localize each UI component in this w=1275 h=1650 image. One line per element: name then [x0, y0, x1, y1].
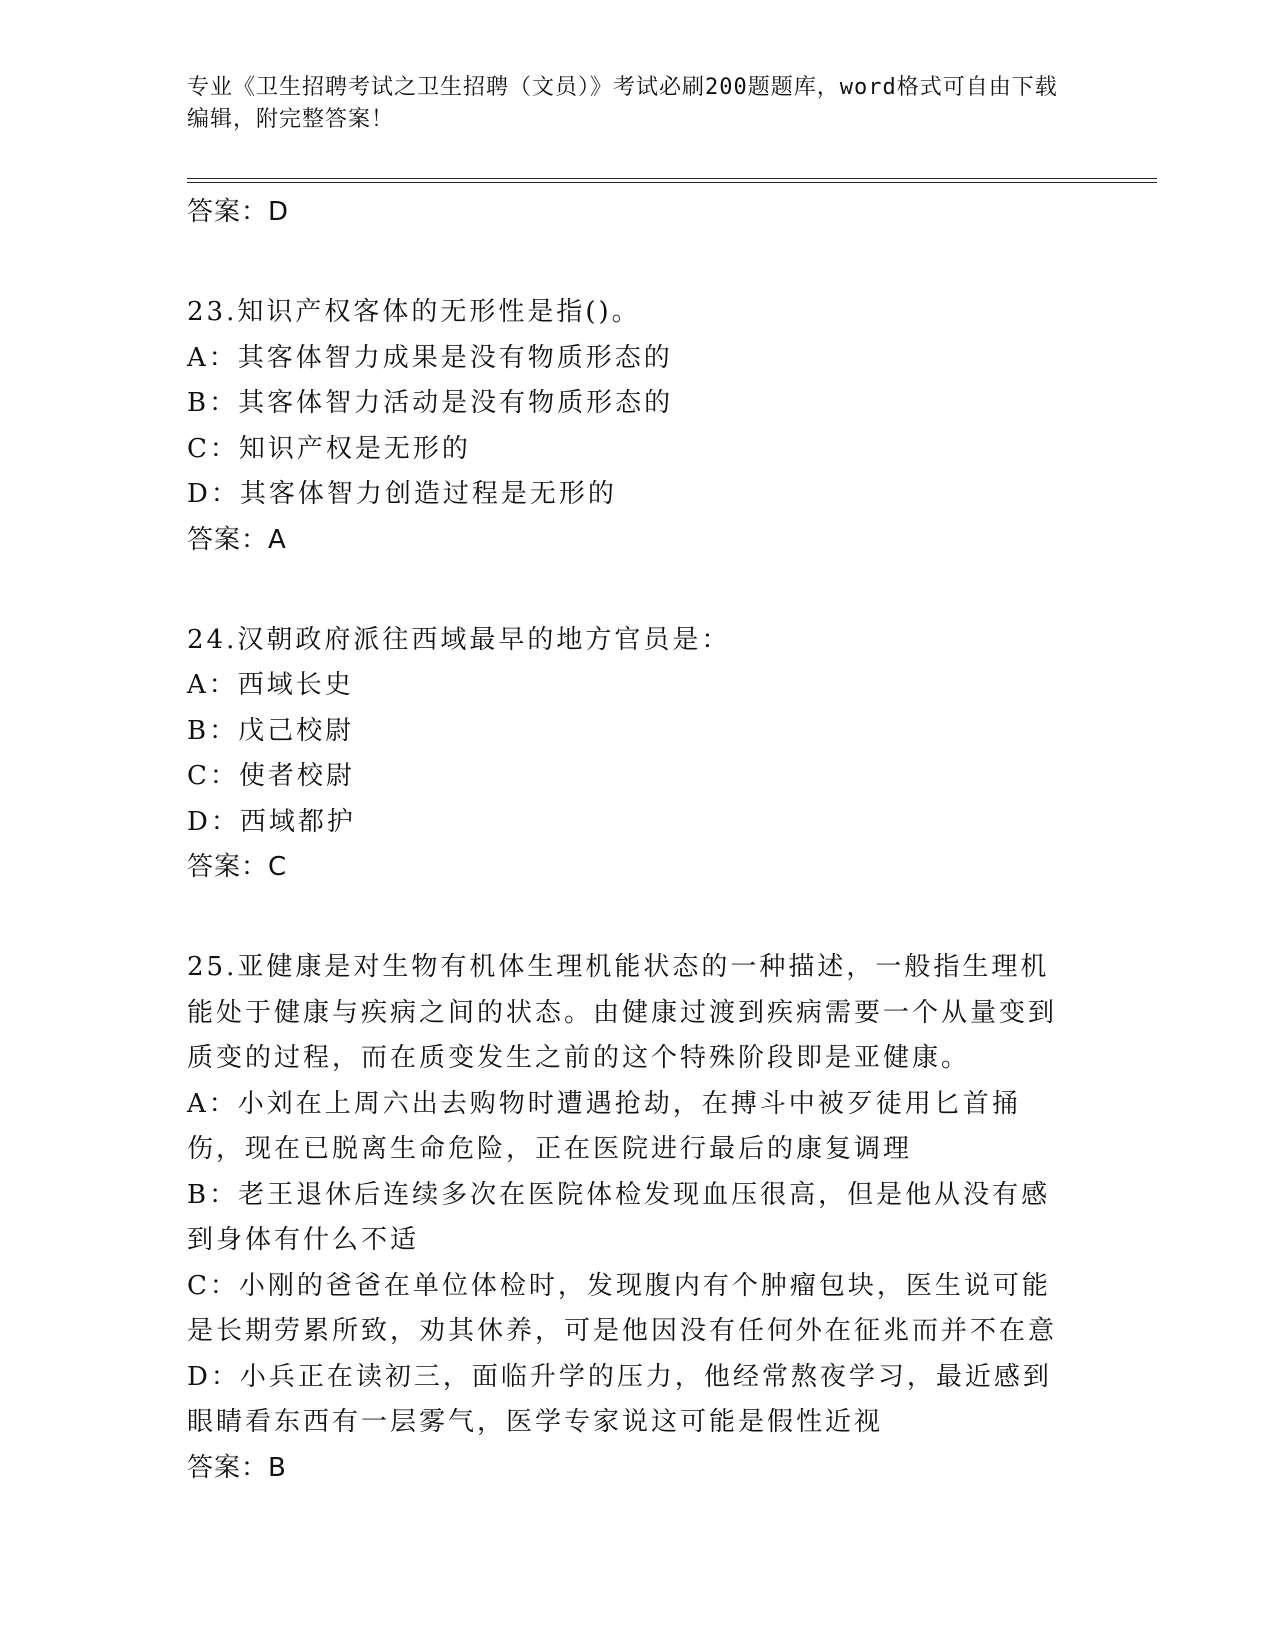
- question-stem: 25.亚健康是对生物有机体生理机能状态的一种描述，一般指生理机能处于健康与疾病之间的状态。由健康过渡到疾病需要一个从量变到质变的过程，而在质变发生之前的这个特殊阶段即是亚健康。: [187, 952, 1058, 1073]
- document-header: 专业《卫生招聘考试之卫生招聘（文员）》考试必刷200题题库，word格式可自由下载编辑，附完整答案！: [187, 75, 1058, 132]
- question-25: [187, 945, 1067, 1490]
- answer: 答案：B: [187, 1452, 287, 1483]
- question-24: [187, 618, 1067, 890]
- answer: 答案：C: [187, 852, 288, 882]
- answer: 答案：A: [187, 524, 287, 555]
- option-b: B：老王退休后连续多次在医院体检发现血压很高，但是他从没有感到身体有什么不适: [187, 1179, 1051, 1255]
- question-stem: 23.知识产权客体的无形性是指()。: [187, 297, 641, 327]
- question-stem: 24.汉朝政府派往西域最早的地方官员是：: [187, 624, 731, 655]
- option-a: A：西域长史: [187, 670, 354, 700]
- option-d: D：其客体智力创造过程是无形的: [187, 479, 617, 509]
- option-d: D：小兵正在读初三，面临升学的压力，他经常熬夜学习，最近感到眼睛看东西有一层雾气，医学专家说这可能是假性近视: [187, 1361, 1052, 1437]
- question-23: [187, 290, 1067, 562]
- header-rule-top: [187, 178, 1157, 179]
- option-b: B：其客体智力活动是没有物质形态的: [187, 388, 674, 418]
- option-d: D：西域都护: [187, 806, 356, 837]
- option-a: A：其客体智力成果是没有物质形态的: [187, 342, 673, 373]
- option-b: B：戊己校尉: [187, 715, 355, 746]
- option-c: C：知识产权是无形的: [187, 433, 471, 464]
- option-a: A：小刘在上周六出去购物时遭遇抢劫，在搏斗中被歹徒用匕首捅伤，现在已脱离生命危险，正在医院进行最后的康复调理: [187, 1088, 1021, 1164]
- question-content: [187, 190, 1067, 1490]
- option-c: C：小刚的爸爸在单位体检时，发现腹内有个肿瘤包块，医生说可能是长期劳累所致，劝其休养，可是他因没有任何外在征兆而并不在意: [187, 1270, 1058, 1346]
- header-rule-bottom: [187, 182, 1157, 183]
- option-c: C：使者校尉: [187, 761, 355, 791]
- previous-answer: 答案：D: [187, 197, 290, 227]
